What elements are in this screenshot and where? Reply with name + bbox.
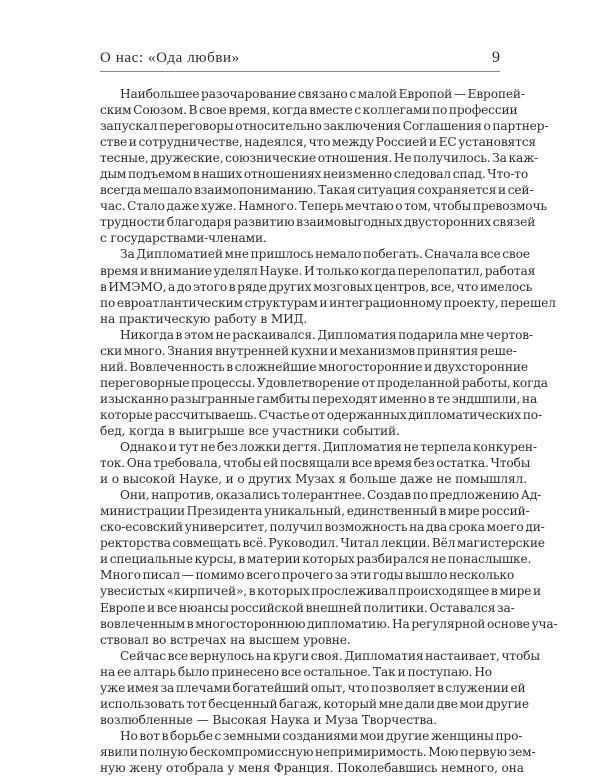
page-number: 9 (492, 49, 500, 66)
text-line: Наибольшее разочарование связано с малой Европой — Европей- (120, 87, 525, 101)
text-line: ствовал во встречах на высшем уровне. (100, 632, 351, 647)
text-line: Однако и тут не без ложки дегтя. Дипломатия не терпела конкурен- (120, 440, 537, 455)
text-line: Они, напротив, оказались толерантнее. Создав по предложению Ад- (120, 488, 542, 503)
text-line: Но вот в борьбе с земными созданиями мои другие женщины про- (120, 728, 523, 743)
text-line: которые рассчитываешь. Счастье от одержанных дипломатических по- (100, 407, 542, 422)
paragraph (100, 439, 537, 487)
paragraph (100, 86, 549, 246)
paragraph (100, 327, 548, 439)
text-line: переговорные процессы. Удовлетворение от проделанной работы, когда (100, 375, 548, 390)
paragraph (100, 648, 540, 728)
text-line: ско-есовский университет, получил возможность на два срока моего ди- (100, 520, 545, 535)
text-line: в ИМЭМО, а до этого в ряде других мозговых центров, все, что имелось (100, 279, 533, 294)
text-line: по евроатлантическим структурам и интеграционному проекту, перешел (100, 295, 556, 310)
paragraph (100, 246, 556, 326)
text-line: Много писал — помимо всего прочего за эти годы вышло несколько (100, 568, 515, 583)
text-line: ную жену отобрала у меня Франция. Поколебавшись немного, она (100, 760, 524, 775)
text-line: изысканно разыгранные гамбиты переходят именно в те эндшпили, на (100, 391, 538, 406)
paragraph (100, 487, 558, 647)
text-line: и специальные курсы, в материи которых разбирался не понаслышке. (100, 552, 532, 567)
text-line: Никогда в этом не раскаивался. Дипломатия подарила мне чертов- (120, 327, 533, 342)
text-line: трудности благодаря развитию взаимовыгодных двусторонних связей (100, 215, 536, 230)
paragraph (100, 728, 536, 776)
text-line: явили полную бескомпромиссную непримиримость. Мою первую зем- (100, 744, 536, 759)
text-line: с государствами-членами. (100, 231, 267, 246)
text-line: вовлеченным в многостороннюю дипломатию. На регулярной основе уча- (100, 616, 558, 631)
text-line: час. Стало даже хуже. Намного. Теперь мечтаю о том, чтобы превозмочь (100, 199, 547, 214)
text-line: запускал переговоры относительно заключения Соглашения о партнер- (100, 119, 549, 134)
text-line: бед, когда в выигрыше все участники событий. (100, 423, 400, 438)
text-line: тесные, дружеские, союзнические отношения. Не получилось. За каж- (100, 151, 539, 166)
text-line: ток. Она требовала, чтобы ей посвящали все время без остатка. Чтобы (100, 456, 531, 471)
text-line: и о высокой Науке, и о других Музах я больше даже не помышлял. (100, 472, 527, 487)
chapter-title: О нас: «Ода любви» (100, 50, 240, 66)
text-line: стве и сотрудничестве, надеялся, что между Россией и ЕС установятся (100, 135, 536, 150)
text-line: Европе и все нюансы российской внешней политики. Оставался за- (100, 600, 515, 615)
text-line: увесистых «кирпичей», в которых прослеживал происходящее в мире и (100, 584, 542, 599)
text-line: возлюбленные — Высокая Наука и Муза Творчества. (100, 712, 438, 727)
text-line: всегда мешало взаимопониманию. Такая ситуация сохраняется и сей- (100, 183, 534, 198)
text-line: на ее алтарь было принесено все остальное. Так и поступаю. Но (100, 664, 492, 679)
text-line: дым подъемом в наших отношениях неизменно следовал спад. Что-то (100, 167, 529, 182)
text-line: Сейчас все вернулось на круги своя. Дипломатия настаивает, чтобы (120, 648, 540, 663)
text-line: ний. Вовлеченность в сложнейшие многосторонние и двухсторонние (100, 359, 528, 374)
running-header (100, 49, 500, 72)
text-line: За Дипломатией мне пришлось немало побегать. Сначала все свое (120, 247, 530, 262)
text-line: ским Союзом. В свое время, когда вместе с коллегами по профессии (100, 103, 518, 118)
text-line: министрации Президента уникальный, единственный в мире россий- (100, 504, 530, 519)
text-line: время и внимание уделял Науке. И только когда перелопатил, работая (100, 263, 536, 278)
text-line: уже имея за плечами богатейший опыт, что позволяет в служении ей (100, 680, 526, 695)
text-line: на практическую работу в МИД. (100, 311, 308, 326)
text-line: ректорства совмещать всё. Руководил. Читал лекции. Вёл магистерские (100, 536, 545, 551)
text-line: ски много. Знания внутренней кухни и механизмов принятия реше- (100, 343, 517, 358)
body-text (100, 86, 558, 776)
text-line: использовать тот бесценный багаж, который мне дали две мои другие (100, 696, 529, 711)
